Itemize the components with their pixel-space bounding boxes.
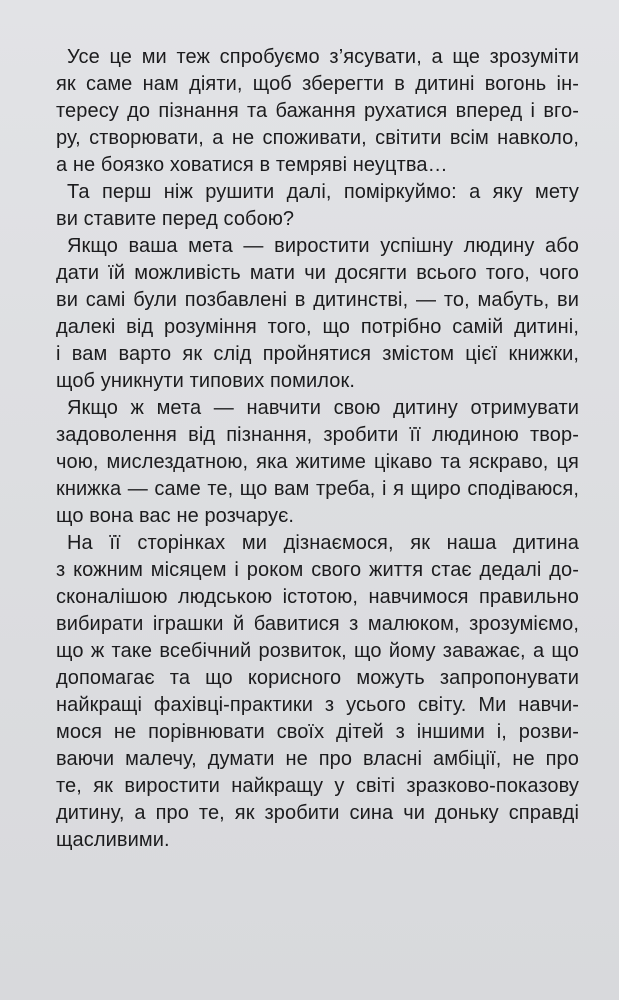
text-line: книжка — саме те, що вам треба, і я щиро сподіваюся, — [56, 478, 579, 500]
text-line: що ж таке всебічний розвиток, що йому заважає, а що — [56, 640, 579, 662]
text-line: найкращі фахівці-практики з усього світу. Ми навчи- — [56, 694, 579, 716]
text-line: тересу до пізнання та бажання рухатися вперед і вго- — [56, 100, 579, 122]
text-line: Та перш ніж рушити далі, поміркуймо: а яку мету — [67, 181, 579, 203]
text-line: щоб уникнути типових помилок. — [56, 370, 356, 392]
paragraph-1 — [56, 44, 579, 179]
text-line: з кожним місяцем і роком свого життя стає дедалі до- — [56, 559, 579, 581]
text-line: дитину, а про те, як зробити сина чи доньку справді — [56, 802, 579, 824]
text-line: щасливими. — [56, 829, 170, 851]
paragraph-2 — [56, 179, 579, 233]
paragraph-3 — [56, 233, 579, 395]
text-line: чою, мислездатною, яка житиме цікаво та яскраво, ця — [56, 451, 579, 473]
text-line: що вона вас не розчарує. — [56, 505, 295, 527]
text-line: Якщо ваша мета — виростити успішну людину або — [67, 235, 579, 257]
paragraph-4 — [56, 395, 579, 530]
text-line: а не боязко ховатися в темряві неуцтва… — [56, 154, 448, 176]
text-line: сконалішою людською істотою, навчимося правильно — [56, 586, 579, 608]
text-line: дати їй можливість мати чи досягти всього того, чого — [56, 262, 579, 284]
text-line: ваючи малечу, думати не про власні амбіції, не про — [56, 748, 579, 770]
paragraph-5 — [56, 530, 579, 854]
text-line: Якщо ж мета — навчити свою дитину отримувати — [67, 397, 579, 419]
text-line: мося не порівнювати своїх дітей з іншими і, розви- — [56, 721, 579, 743]
text-line: На її сторінках ми дізнаємося, як наша дитина — [67, 532, 579, 554]
body-text — [56, 44, 579, 854]
text-line: Усе це ми теж спробуємо з’ясувати, а ще зрозуміти — [67, 46, 579, 68]
text-line: вибирати іграшки й бавитися з малюком, зрозуміємо, — [56, 613, 579, 635]
text-line: допомагає та що корисного можуть запропонувати — [56, 667, 579, 689]
text-line: задоволення від пізнання, зробити її людиною твор- — [56, 424, 579, 446]
text-line: ви самі були позбавлені в дитинстві, — то, мабуть, ви — [56, 289, 579, 311]
text-line: ви ставите перед собою? — [56, 208, 295, 230]
text-line: як саме нам діяти, щоб зберегти в дитині вогонь ін- — [56, 73, 579, 95]
text-line: і вам варто як слід пройнятися змістом цієї книжки, — [56, 343, 579, 365]
text-line: далекі від розуміння того, що потрібно самій дитині, — [56, 316, 579, 338]
text-line: те, як виростити найкращу у світі зразково-показову — [56, 775, 579, 797]
text-line: ру, створювати, а не споживати, світити всім навколо, — [56, 127, 579, 149]
